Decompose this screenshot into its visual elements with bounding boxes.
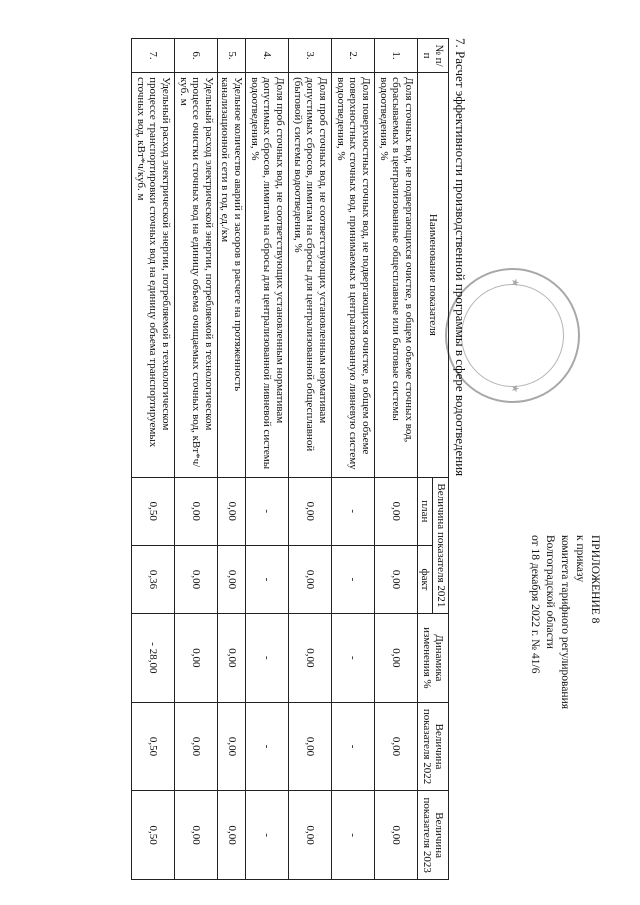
row-dynamics: - [332,614,375,703]
row-num: 6. [175,39,218,73]
row-value-2022: - [246,702,289,791]
row-fact: 0,00 [218,545,246,613]
row-plan: 0,00 [375,477,418,545]
table-row [132,39,175,880]
row-value-2022: 0,00 [175,702,218,791]
row-dynamics: 0,00 [218,614,246,703]
row-name: Доля поверхностных сточных вод, не подвергающихся очистке, в общем объеме поверхностных сточных вод, принимаемых в централизованную ливневую систему водоотведения, % [332,73,375,478]
row-value-2022: 0,00 [289,702,332,791]
row-dynamics: 0,00 [175,614,218,703]
seal-star-icon: ★ [509,384,520,393]
row-num: 7. [132,39,175,73]
row-value-2023: 0,00 [289,791,332,880]
row-fact: 0,00 [289,545,332,613]
table-row [246,39,289,880]
row-name: Удельный расход электрической энергии, потребляемой в технологическом процессе транспортировки сточных вод на единицу объема транспортируемых сточных вод, кВт*ч/куб. м [132,73,175,478]
row-num: 2. [332,39,375,73]
appendix-line: от 18 декабря 2022 г. № 41/6 [529,535,541,674]
row-value-2023: 0,00 [175,791,218,880]
section-title: 7. Расчет эффективности производственной программы в сфере водоотведения [453,38,468,477]
header-fact: факт [418,545,434,613]
header-value-2021: Величина показателя 2021 [433,477,449,613]
header-name: Наименование показателя [418,73,449,478]
table-row [375,39,418,880]
row-fact: - [332,545,375,613]
row-fact: - [246,545,289,613]
appendix-line: комитета тарифного регулирования [559,535,571,710]
row-num: 3. [289,39,332,73]
row-value-2022: 0,00 [375,702,418,791]
row-dynamics: 0,00 [375,614,418,703]
seal-inner-ring [461,284,564,387]
header-dynamics: Динамика изменения % [418,614,449,703]
table-row [218,39,246,880]
header-value-2023: Величина показателя 2023 [418,791,449,880]
table-row [175,39,218,880]
row-name: Доля проб сточных вод, не соответствующих установленным нормативам допустимых сбросов, лимитам на сбросы для централизованной общесплавной (бытовой) системы водоотведения, % [289,73,332,478]
seal-star-icon: ★ [509,278,520,287]
row-plan: - [246,477,289,545]
row-value-2023: - [332,791,375,880]
row-name: Доля проб сточных вод, не соответствующих установленным нормативам допустимых сбросов, лимитам на сбросы для централизованной ливневой системы водоотведения, % [246,73,289,478]
header-value-2022: Величина показателя 2022 [418,702,449,791]
row-name: Доля сточных вод, не подвергающихся очистке, в общем объеме сточных вод, сбрасываемых в централизованные общесплавные или бытовые системы водоотведения, % [375,73,418,478]
row-value-2022: 0,50 [132,702,175,791]
row-value-2022: 0,00 [218,702,246,791]
row-plan: 0,00 [289,477,332,545]
row-name: Удельное количество аварий и засоров в расчете на протяженность канализационной сети в год, ед./км [218,73,246,478]
row-dynamics: - [246,614,289,703]
row-fact: 0,00 [375,545,418,613]
appendix-line: Волгоградской области [544,535,556,649]
row-num: 1. [375,39,418,73]
row-plan: - [332,477,375,545]
header-num: № п/п [418,39,449,73]
table-row [332,39,375,880]
appendix-line: к приказу [574,535,586,583]
row-value-2023: 0,00 [218,791,246,880]
row-num: 4. [246,39,289,73]
row-fact: 0,00 [175,545,218,613]
header-plan: план [418,477,434,545]
row-fact: 0,36 [132,545,175,613]
row-value-2023: 0,50 [132,791,175,880]
row-name: Удельный расход электрической энергии, потребляемой в технологическом процессе очистки сточных вод на единицу объема очищаемых сточных вод, кВт*ч/куб. м [175,73,218,478]
efficiency-table [131,38,449,880]
row-value-2023: 0,00 [375,791,418,880]
row-value-2023: - [246,791,289,880]
row-dynamics: - 28,00 [132,614,175,703]
row-plan: 0,50 [132,477,175,545]
appendix-title: ПРИЛОЖЕНИЕ 8 [589,535,601,624]
row-plan: 0,00 [175,477,218,545]
table-row [289,39,332,880]
row-plan: 0,00 [218,477,246,545]
row-num: 5. [218,39,246,73]
appendix-header [527,395,602,835]
row-value-2022: - [332,702,375,791]
row-dynamics: 0,00 [289,614,332,703]
